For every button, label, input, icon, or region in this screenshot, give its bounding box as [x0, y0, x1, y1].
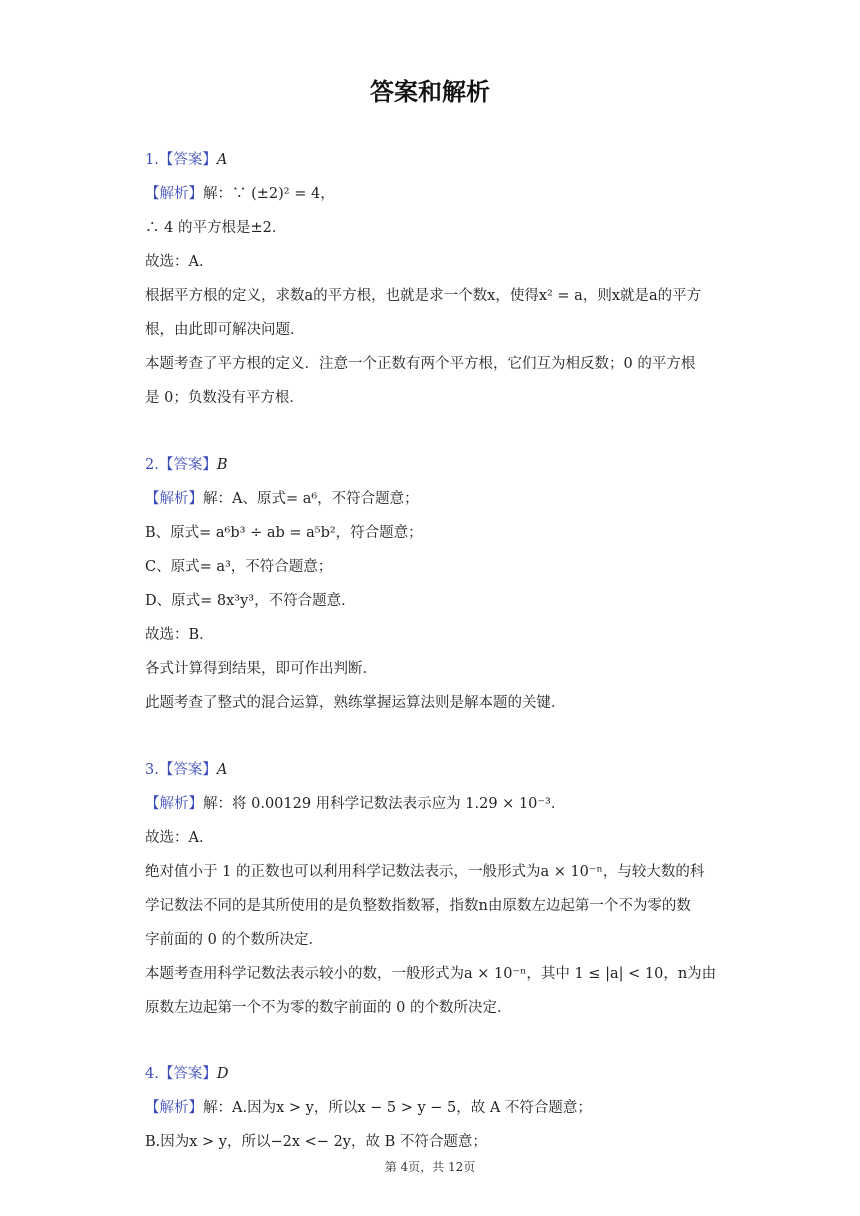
- q2-analysis-line1: [145, 489, 419, 509]
- q2-analysis-tag: 【解析】: [145, 491, 203, 507]
- q2-answer-line: [145, 455, 228, 475]
- q1-analysis-line4: 根据平方根的定义，求数a的平方根，也就是求一个数x，使得x² = a，则x就是a的平方: [145, 288, 702, 304]
- q4-answer: D: [216, 1066, 229, 1082]
- q1-answer-tag: 【答案】: [158, 152, 217, 168]
- q1-analysis-line3: 故选：A．: [145, 254, 214, 270]
- q2-analysis-line6: 各式计算得到结果，即可作出判断．: [145, 661, 377, 677]
- q4-analysis-line1: [145, 1098, 592, 1118]
- q1-analysis-line5: 根，由此即可解决问题．: [145, 322, 305, 338]
- q3-answer: A: [216, 762, 228, 778]
- q3-answer-line: [145, 760, 227, 780]
- q2-number: 2.: [145, 457, 159, 473]
- page-footer: 第 4页，共 12页: [384, 1160, 476, 1174]
- page-title: 答案和解析: [370, 78, 490, 106]
- q3-analysis-line5: 字前面的 0 的个数所决定．: [145, 932, 323, 948]
- q1-analysis-line1: [145, 184, 335, 204]
- q3-analysis-line3: 绝对值小于 1 的正数也可以利用科学记数法表示，一般形式为a × 10⁻ⁿ，与较大数的科: [145, 864, 705, 880]
- q2-analysis-line3: C、原式= a³，不符合题意；: [145, 559, 333, 575]
- q1-answer-line: [145, 150, 227, 170]
- q2-analysis-text1: 解：A、原式= a⁶，不符合题意；: [203, 491, 419, 507]
- q3-analysis-line2: 故选：A．: [145, 830, 214, 846]
- q4-number: 4.: [145, 1066, 159, 1082]
- q2-analysis-line5: 故选：B．: [145, 627, 214, 643]
- q3-number: 3.: [145, 762, 159, 778]
- q2-analysis-line7: 此题考查了整式的混合运算，熟练掌握运算法则是解本题的关键．: [145, 695, 566, 711]
- q4-analysis-tag: 【解析】: [145, 1100, 203, 1116]
- q3-analysis-tag: 【解析】: [145, 796, 203, 812]
- q3-analysis-line6: 本题考查用科学记数法表示较小的数，一般形式为a × 10⁻ⁿ，其中 1 ≤ |a| < 10，n为由: [145, 966, 717, 982]
- q3-analysis-text1: 解：将 0.00129 用科学记数法表示应为 1.29 × 10⁻³．: [203, 796, 566, 812]
- q1-analysis-text1: 解：∵ (±2)² = 4，: [203, 186, 335, 202]
- q1-answer: A: [216, 152, 228, 168]
- q2-analysis-line4: D、原式= 8x³y³，不符合题意．: [145, 593, 356, 609]
- q1-analysis-line7: 是 0；负数没有平方根．: [145, 390, 304, 406]
- q2-answer: B: [216, 457, 228, 473]
- q4-analysis-text1: 解：A.因为x > y，所以x − 5 > y − 5，故 A 不符合题意；: [203, 1100, 592, 1116]
- q4-answer-tag: 【答案】: [158, 1066, 217, 1082]
- q3-analysis-line1: [145, 794, 565, 814]
- q1-number: 1.: [145, 152, 159, 168]
- q4-answer-line: [145, 1064, 228, 1084]
- q3-analysis-line4: 学记数法不同的是其所使用的是负整数指数幂，指数n由原数左边起第一个不为零的数: [145, 898, 691, 914]
- q3-analysis-line7: 原数左边起第一个不为零的数字前面的 0 的个数所决定．: [145, 1000, 512, 1016]
- q3-answer-tag: 【答案】: [158, 762, 217, 778]
- q1-analysis-line2: ∴ 4 的平方根是±2．: [145, 220, 287, 236]
- q4-analysis-line2: B.因为x > y，所以−2x <− 2y，故 B 不符合题意；: [145, 1134, 487, 1150]
- q1-analysis-line6: 本题考查了平方根的定义．注意一个正数有两个平方根，它们互为相反数；0 的平方根: [145, 356, 696, 372]
- q1-analysis-tag: 【解析】: [145, 186, 203, 202]
- q2-analysis-line2: B、原式= a⁶b³ ÷ ab = a⁵b²，符合题意；: [145, 525, 423, 541]
- q2-answer-tag: 【答案】: [158, 457, 217, 473]
